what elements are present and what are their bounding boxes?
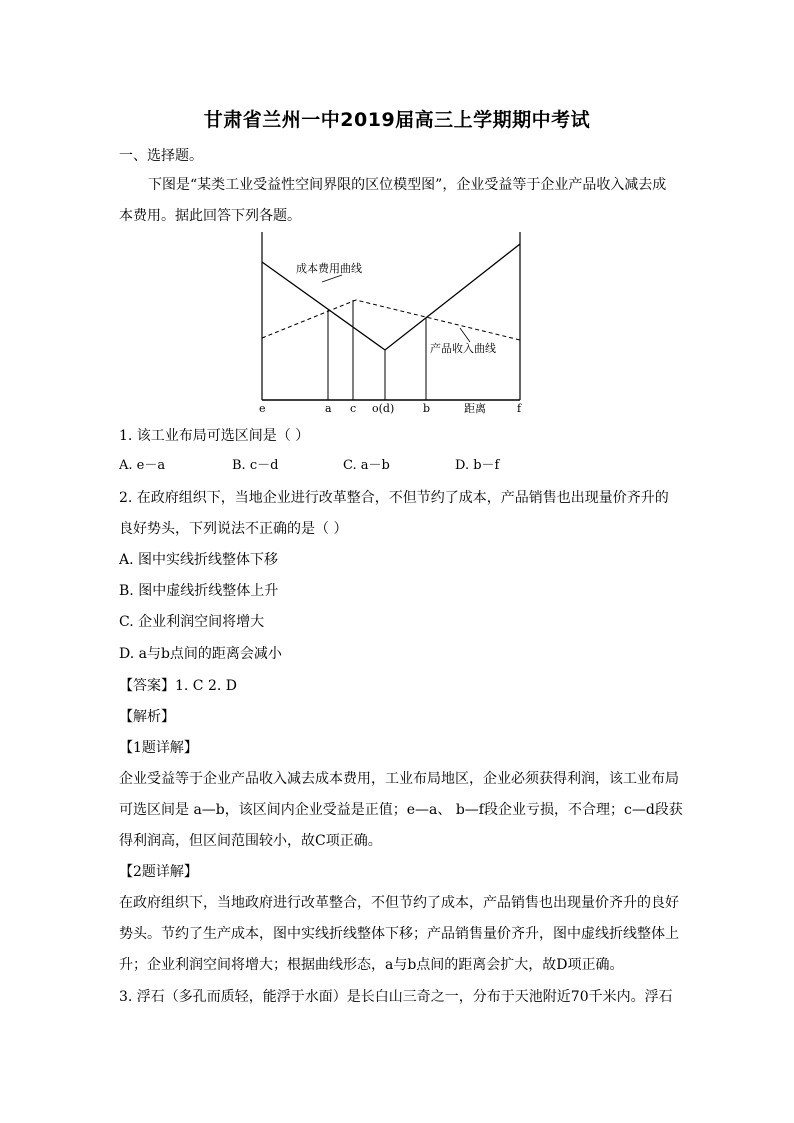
detail2-heading: 【2题详解】: [119, 864, 198, 880]
axis-label-f: f: [517, 402, 522, 415]
q1-option-b: B. c－d: [232, 458, 279, 473]
cost-curve: [262, 244, 520, 350]
page-title: 甘肃省兰州一中2019届高三上学期期中考试: [203, 109, 591, 131]
analysis-heading: 【解析】: [119, 709, 175, 725]
axis-label-distance: 距离: [464, 402, 486, 415]
q1-option-d: D. b－f: [455, 458, 500, 473]
revenue-leader: [460, 328, 470, 342]
cost-curve-label: 成本费用曲线: [296, 262, 362, 275]
detail1-heading: 【1题详解】: [119, 740, 198, 756]
axis-label-b: b: [423, 402, 431, 415]
axis-label-e: e: [259, 402, 266, 415]
axis-label-c: c: [350, 402, 357, 415]
detail1-line-2: 可选区间是 a—b，该区间内企业受益是正值；e—a、 b—f段企业亏损，不合理；c—d段获: [119, 802, 683, 818]
intro-line-1: 下图是“某类工业受益性空间界限的区位模型图”，企业受益等于企业产品收入减去成: [148, 177, 667, 193]
q1-stem: 1. 该工业布局可选区间是（ ）: [119, 428, 310, 444]
revenue-curve-label: 产品收入曲线: [430, 342, 496, 355]
q2-stem-line-2: 良好势头，下列说法不正确的是（ ）: [119, 521, 348, 537]
section-heading: 一、选择题。: [119, 148, 203, 164]
cost-leader: [322, 275, 342, 282]
intro-line-2: 本费用。据此回答下列各题。: [119, 208, 301, 224]
q1-option-c: C. a－b: [343, 458, 390, 473]
q2-option-c: C. 企业利润空间将增大: [119, 614, 265, 630]
q3-stem-line-1: 3. 浮石（多孔而质轻，能浮于水面）是长白山三奇之一，分布于天池附近70千米内。浮石: [119, 989, 673, 1005]
q2-stem-line-1: 2. 在政府组织下，当地企业进行改革整合，不但节约了成本，产品销售也出现量价齐升的: [119, 490, 669, 506]
location-model-figure: [250, 228, 530, 418]
detail1-line-1: 企业受益等于企业产品收入减去成本费用，工业布局地区，企业必须获得利润，该工业布局: [119, 771, 679, 787]
detail2-line-3: 升；企业利润空间将增大；根据曲线形态，a与b点间的距离会扩大，故D项正确。: [119, 957, 624, 973]
q1-option-a: A. e－a: [119, 458, 166, 473]
detail2-line-1: 在政府组织下，当地政府进行改革整合，不但节约了成本，产品销售也出现量价齐升的良好: [119, 895, 679, 911]
axis-label-a: a: [325, 402, 332, 415]
revenue-curve: [262, 300, 520, 340]
detail2-line-2: 势头。节约了生产成本，图中实线折线整体下移；产品销售量价齐升，图中虚线折线整体上: [119, 926, 679, 942]
detail1-line-3: 得利润高，但区间范围较小，故C项正确。: [119, 833, 382, 849]
q2-option-d: D. a与b点间的距离会减小: [119, 646, 282, 662]
location-model-diagram: [250, 228, 530, 418]
answer-line: 【答案】1. C 2. D: [119, 678, 238, 694]
q2-option-a: A. 图中实线折线整体下移: [119, 552, 279, 568]
axis-label-od: o(d): [372, 402, 395, 415]
q2-option-b: B. 图中虚线折线整体上升: [119, 583, 279, 599]
